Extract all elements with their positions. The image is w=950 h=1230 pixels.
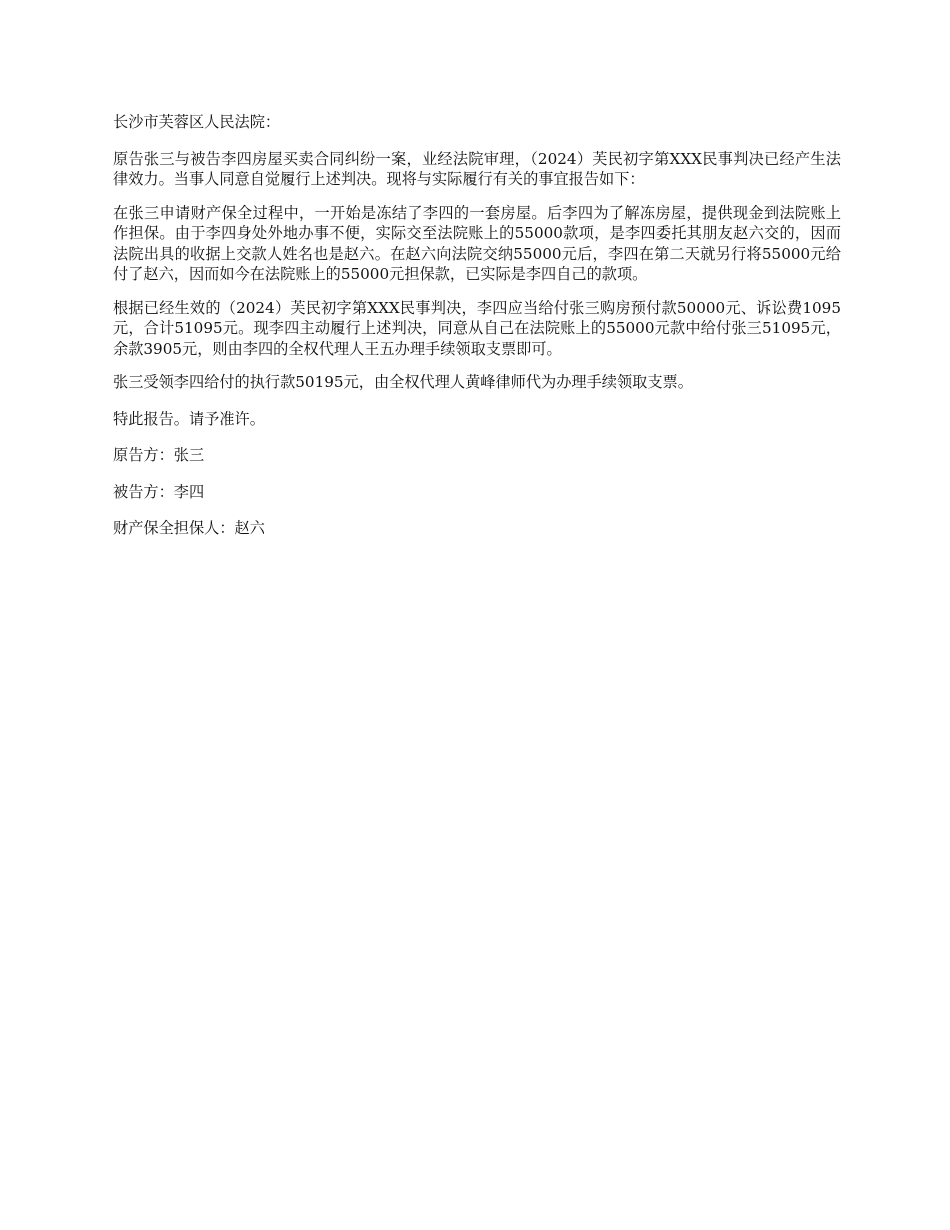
salutation: 长沙市芙蓉区人民法院： (113, 113, 281, 131)
signature-guarantor: 财产保全担保人：赵六 (113, 519, 265, 537)
paragraph-closing: 特此报告。请予准许。 (113, 409, 265, 428)
paragraph-guarantee: 在张三申请财产保全过程中，一开始是冻结了李四的一套房屋。后李四为了解冻房屋，提供现金到法院账上作担保。由于李四身处外地办事不便，实际交至法院账上的55000款项，是李四委托其朋友赵六交的，因而法院出具的收据上交款人姓名也是赵六。在赵六向法院交纳55000元后，李四在第二天就另行将55000元给付了赵六，因而如今在法院账上的55000元担保款，已实际是李四自己的款项。 (113, 203, 841, 283)
paragraph-intro: 原告张三与被告李四房屋买卖合同纠纷一案，业经法院审理，（2024）芙民初字第XXX民事判决已经产生法律效力。当事人同意自觉履行上述判决。现将与实际履行有关的事宜报告如下： (113, 149, 841, 188)
signature-defendant: 被告方：李四 (113, 482, 205, 501)
paragraph-judgment: 根据已经生效的（2024）芙民初字第XXX民事判决，李四应当给付张三购房预付款50000元、诉讼费1095元，合计51095元。现李四主动履行上述判决，同意从自己在法院账上的55000元款中给付张三51095元，余款3905元，则由李四的全权代理人王五办理手续领取支票即可。 (113, 298, 841, 358)
paragraph-receipt: 张三受领李四给付的执行款50195元，由全权代理人黄峰律师代为办理手续领取支票。 (113, 373, 693, 391)
signature-plaintiff: 原告方：张三 (113, 446, 205, 464)
document-page (113, 112, 841, 555)
